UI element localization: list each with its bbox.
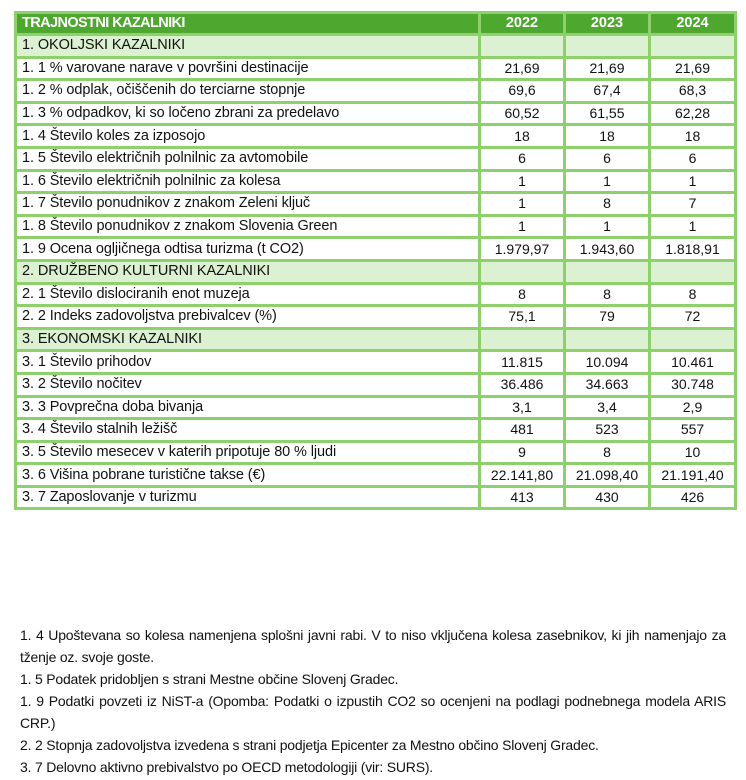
table-row (16, 441, 736, 464)
year-header-2024: 2024 (650, 13, 736, 35)
value-cell-2022: 9 (480, 441, 565, 464)
indicator-label: 1. 2 % odplak, očiščenih do terciarne stopnje (16, 80, 480, 103)
footnotes (20, 624, 726, 778)
value-cell-2024: 10.461 (650, 351, 736, 374)
indicator-label: 1. 5 Število električnih polnilnic za avtomobile (16, 147, 480, 170)
table-row (16, 351, 736, 374)
indicator-label: 2. 2 Indeks zadovoljstva prebivalcev (%) (16, 306, 480, 329)
value-cell-2024: 1 (650, 170, 736, 193)
table-row (16, 306, 736, 329)
value-cell-2022: 6 (480, 147, 565, 170)
value-cell-2024 (650, 328, 736, 351)
table-row (16, 486, 736, 509)
value-cell-2022: 60,52 (480, 102, 565, 125)
value-cell-2023 (565, 260, 650, 283)
table-header-row (16, 13, 736, 35)
table-row (16, 102, 736, 125)
value-cell-2022 (480, 328, 565, 351)
section-label: 1. OKOLJSKI KAZALNIKI (16, 35, 480, 58)
table-row (16, 125, 736, 148)
value-cell-2024: 10 (650, 441, 736, 464)
table-row (16, 147, 736, 170)
value-cell-2023: 3,4 (565, 396, 650, 419)
indicator-label: 3. 7 Zaposlovanje v turizmu (16, 486, 480, 509)
value-cell-2024: 1 (650, 215, 736, 238)
value-cell-2023: 430 (565, 486, 650, 509)
value-cell-2022: 8 (480, 283, 565, 306)
footnote: 1. 4 Upoštevana so kolesa namenjena splošni javni rabi. V to niso vključena kolesa zasebnikov, ki jih namenjajo za tženje oz. svoje goste. (20, 627, 726, 665)
footnote: 1. 9 Podatki povzeti iz NiST-a (Opomba: Podatki o izpustih CO2 so ocenjeni na podlagi podnebnega modela ARIS CRP.) (20, 693, 726, 731)
value-cell-2024 (650, 260, 736, 283)
footnote: 2. 2 Stopnja zadovoljstva izvedena s strani podjetja Epicenter za Mestno občino Slovenj Gradec. (20, 737, 599, 753)
value-cell-2022: 36.486 (480, 373, 565, 396)
value-cell-2024: 1.818,91 (650, 238, 736, 261)
value-cell-2023: 10.094 (565, 351, 650, 374)
table-row (16, 396, 736, 419)
value-cell-2024: 426 (650, 486, 736, 509)
section-header-row (16, 35, 736, 58)
value-cell-2023 (565, 35, 650, 58)
table-row (16, 170, 736, 193)
value-cell-2022: 1 (480, 215, 565, 238)
value-cell-2022 (480, 260, 565, 283)
table-row (16, 57, 736, 80)
table-row (16, 80, 736, 103)
value-cell-2024: 8 (650, 283, 736, 306)
section-label: 3. EKONOMSKI KAZALNIKI (16, 328, 480, 351)
value-cell-2023 (565, 328, 650, 351)
value-cell-2024: 18 (650, 125, 736, 148)
value-cell-2022: 21,69 (480, 57, 565, 80)
year-header-2023: 2023 (565, 13, 650, 35)
year-header-2022: 2022 (480, 13, 565, 35)
value-cell-2022: 1.979,97 (480, 238, 565, 261)
table-row (16, 193, 736, 216)
value-cell-2024: 2,9 (650, 396, 736, 419)
indicator-label: 1. 9 Ocena ogljičnega odtisa turizma (t CO2) (16, 238, 480, 261)
indicator-label: 3. 6 Višina pobrane turistične takse (€) (16, 464, 480, 487)
indicator-label: 1. 1 % varovane narave v površini destinacije (16, 57, 480, 80)
value-cell-2022: 1 (480, 170, 565, 193)
sustainability-indicators-table (14, 11, 737, 510)
indicator-label: 1. 7 Število ponudnikov z znakom Zeleni ključ (16, 193, 480, 216)
table-row (16, 283, 736, 306)
indicator-label: 2. 1 Število dislociranih enot muzeja (16, 283, 480, 306)
value-cell-2022: 3,1 (480, 396, 565, 419)
indicator-label: 3. 2 Število nočitev (16, 373, 480, 396)
value-cell-2023: 79 (565, 306, 650, 329)
value-cell-2024: 6 (650, 147, 736, 170)
value-cell-2022: 11.815 (480, 351, 565, 374)
section-label: 2. DRUŽBENO KULTURNI KAZALNIKI (16, 260, 480, 283)
footnote: 1. 5 Podatek pridobljen s strani Mestne občine Slovenj Gradec. (20, 671, 399, 687)
value-cell-2024: 21,69 (650, 57, 736, 80)
indicator-label: 3. 3 Povprečna doba bivanja (16, 396, 480, 419)
value-cell-2022: 481 (480, 419, 565, 442)
footnote: 3. 7 Delovno aktivno prebivalstvo po OECD metodologiji (vir: SURS). (20, 759, 433, 775)
value-cell-2023: 67,4 (565, 80, 650, 103)
indicators-table-container (14, 11, 734, 510)
indicator-label: 3. 5 Število mesecev v katerih pripotuje 80 % ljudi (16, 441, 480, 464)
value-cell-2024: 7 (650, 193, 736, 216)
table-row (16, 238, 736, 261)
table-title: TRAJNOSTNI KAZALNIKI (16, 13, 480, 35)
value-cell-2023: 8 (565, 193, 650, 216)
section-header-row (16, 260, 736, 283)
value-cell-2024: 557 (650, 419, 736, 442)
value-cell-2024: 72 (650, 306, 736, 329)
value-cell-2023: 61,55 (565, 102, 650, 125)
value-cell-2022: 69,6 (480, 80, 565, 103)
value-cell-2023: 8 (565, 441, 650, 464)
indicator-label: 1. 6 Število električnih polnilnic za kolesa (16, 170, 480, 193)
indicator-label: 1. 4 Število koles za izposojo (16, 125, 480, 148)
value-cell-2024: 68,3 (650, 80, 736, 103)
value-cell-2022: 1 (480, 193, 565, 216)
value-cell-2023: 21,69 (565, 57, 650, 80)
table-row (16, 464, 736, 487)
indicator-label: 1. 8 Število ponudnikov z znakom Slovenia Green (16, 215, 480, 238)
value-cell-2023: 1 (565, 215, 650, 238)
value-cell-2022: 413 (480, 486, 565, 509)
indicator-label: 1. 3 % odpadkov, ki so ločeno zbrani za predelavo (16, 102, 480, 125)
value-cell-2024: 21.191,40 (650, 464, 736, 487)
section-header-row (16, 328, 736, 351)
value-cell-2022: 22.141,80 (480, 464, 565, 487)
value-cell-2023: 523 (565, 419, 650, 442)
value-cell-2022: 18 (480, 125, 565, 148)
value-cell-2022: 75,1 (480, 306, 565, 329)
value-cell-2024: 30.748 (650, 373, 736, 396)
value-cell-2023: 21.098,40 (565, 464, 650, 487)
value-cell-2023: 8 (565, 283, 650, 306)
value-cell-2023: 6 (565, 147, 650, 170)
value-cell-2023: 18 (565, 125, 650, 148)
indicator-label: 3. 4 Število stalnih ležišč (16, 419, 480, 442)
value-cell-2022 (480, 35, 565, 58)
value-cell-2023: 1.943,60 (565, 238, 650, 261)
table-row (16, 215, 736, 238)
value-cell-2023: 34.663 (565, 373, 650, 396)
value-cell-2023: 1 (565, 170, 650, 193)
table-row (16, 419, 736, 442)
value-cell-2024: 62,28 (650, 102, 736, 125)
value-cell-2024 (650, 35, 736, 58)
table-row (16, 373, 736, 396)
indicator-label: 3. 1 Število prihodov (16, 351, 480, 374)
